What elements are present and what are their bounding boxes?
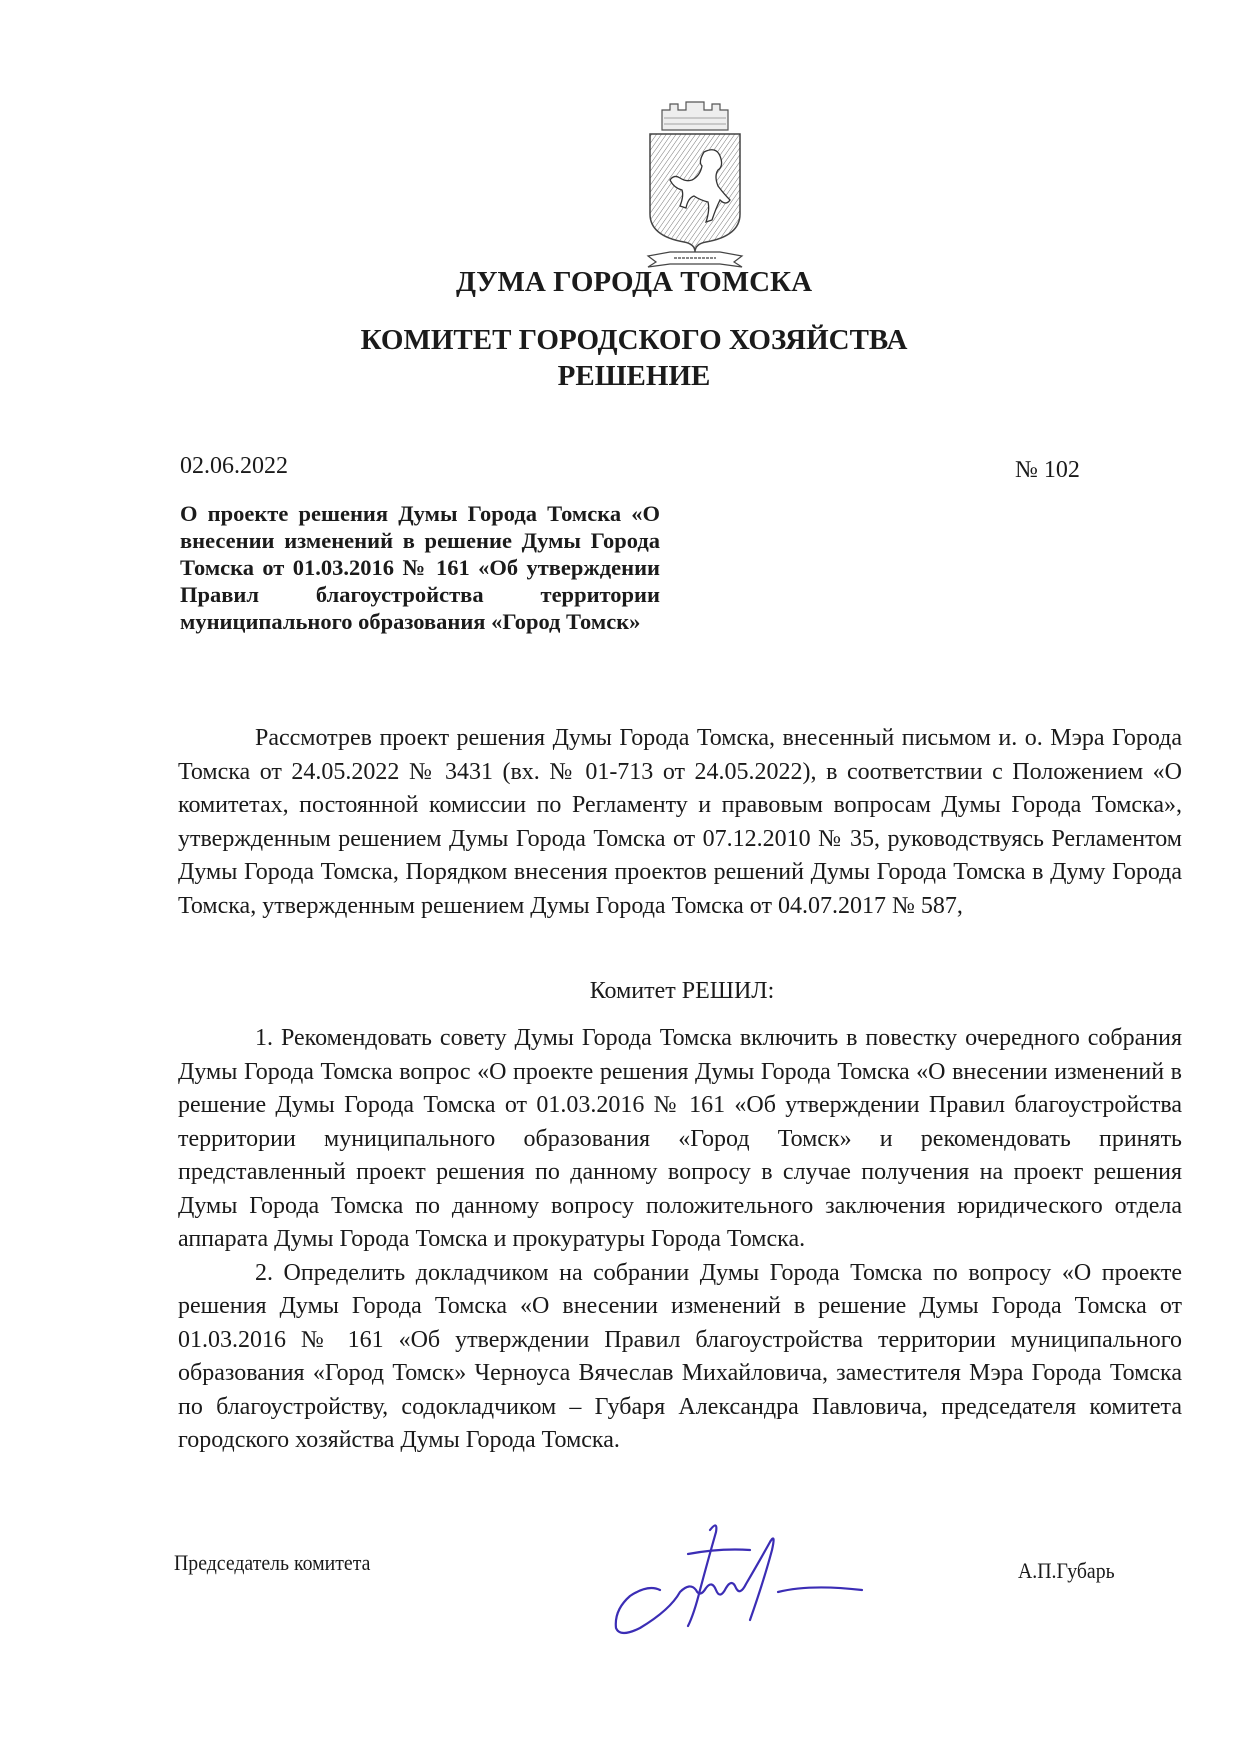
- coat-of-arms-icon: [644, 96, 746, 268]
- document-type-title: РЕШЕНИЕ: [557, 360, 711, 392]
- resolution-item-1: 1. Рекомендовать совету Думы Города Томска включить в повестку очередного собрания Думы Города Томска вопрос «О проекте решения Думы Города Томска «О внесении изменений в решение Думы Города Томска от 01.03.2016 № 161 «Об утверждении Правил благоустройства территории муниципального образования «Город Томск» и рекомендовать принять представленный проект решения по данному вопросу в случае получения на проект решения Думы Города Томска по данному вопросу положительного заключения юридического отдела аппарата Думы Города Томска и прокуратуры Города Томска.: [178, 1025, 1182, 1252]
- resolution-item-2: 2. Определить докладчиком на собрании Думы Города Томска по вопросу «О проекте решения Думы Города Томска «О внесении изменений в решение Думы Города Томска от 01.03.2016 № 161 «Об утверждении Правил благоустройства территории муниципального образования «Город Томск» Черноуса Вячеслав Михайловича, заместителя Мэра Города Томска по благоустройству, содокладчиком – Губаря Александра Павловича, председателя комитета городского хозяйства Думы Города Томска.: [178, 1259, 1182, 1453]
- resolved-heading: Комитет РЕШИЛ:: [589, 978, 775, 1004]
- ribbon-icon: [648, 252, 742, 267]
- committee-title: КОМИТЕТ ГОРОДСКОГО ХОЗЯЙСТВА: [360, 324, 908, 356]
- signatory-role: Председатель комитета: [174, 1550, 371, 1575]
- document-number: № 102: [1015, 457, 1080, 483]
- organization-title: ДУМА ГОРОДА ТОМСКА: [455, 266, 813, 298]
- crown-icon: [662, 102, 728, 130]
- signatory-name: А.П.Губарь: [1018, 1558, 1115, 1583]
- document-subject: О проекте решения Думы Города Томска «О внесении изменений в решение Думы Города Томска от 01.03.2016 № 161 «Об утверждении Правил благоустройства территории муниципального образования «Город Томск»: [180, 501, 660, 634]
- document-date: 02.06.2022: [180, 453, 288, 479]
- resolution-items: [178, 1022, 1182, 1458]
- handwritten-signature-icon: [600, 1510, 870, 1640]
- intro-paragraph: Рассмотрев проект решения Думы Города Томска, внесенный письмом и. о. Мэра Города Томска от 24.05.2022 № 3431 (вх. № 01-713 от 24.05.2022), в соответствии с Положением «О комитетах, постоянной комиссии по Регламенту и правовым вопросам Думы Города Томска», утвержденным решением Думы Города Томска от 07.12.2010 № 35, руководствуясь Регламентом Думы Города Томска, Порядком внесения проектов решений Думы Города Томска в Думу Города Томска, утвержденным решением Думы Города Томска от 04.07.2017 № 587,: [178, 725, 1182, 919]
- intro-section: [178, 722, 1182, 923]
